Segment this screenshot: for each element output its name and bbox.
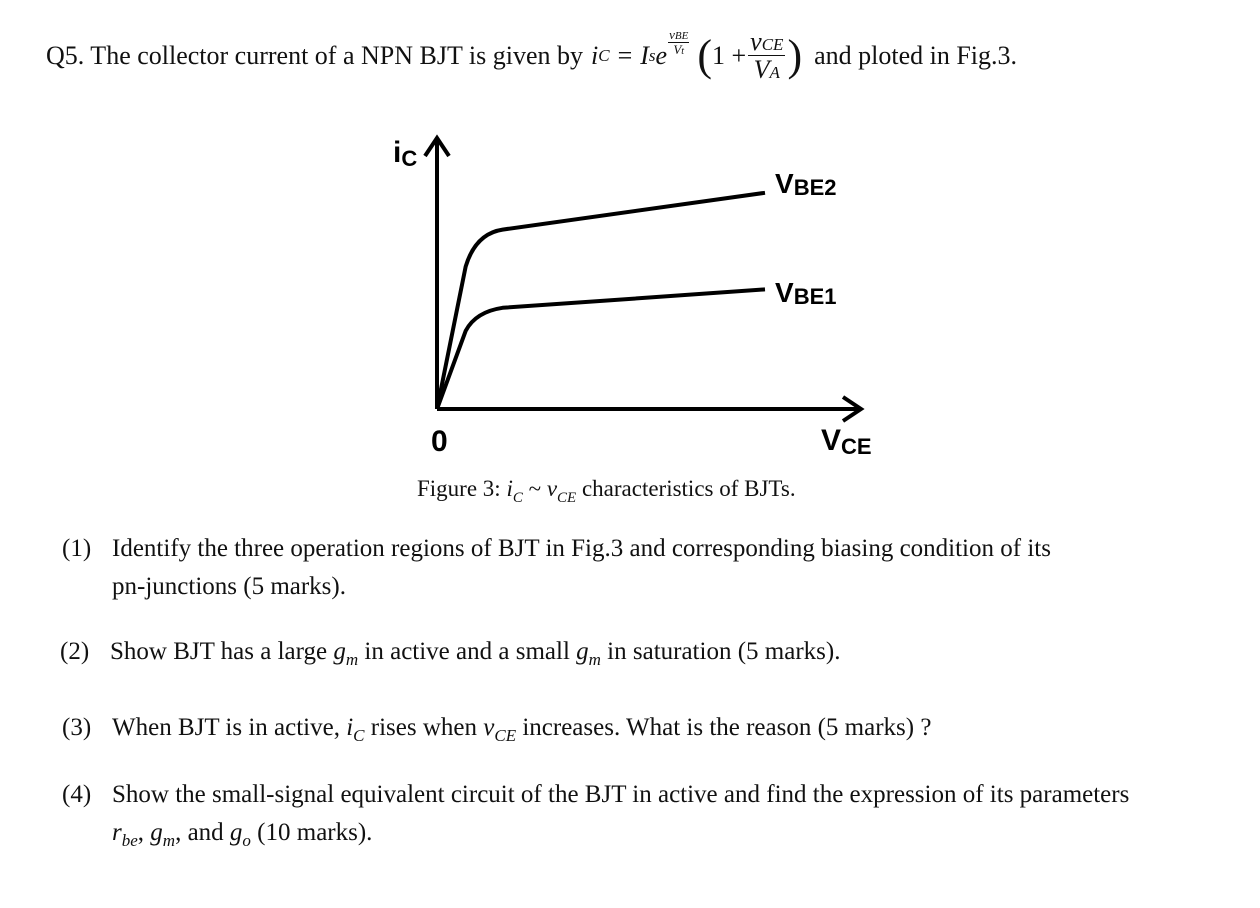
- frac-num-sub: CE: [761, 35, 784, 54]
- is-symbol: I: [640, 41, 649, 71]
- item-text-line2: $r_{be}$, $g_m$, and $g_o$ (10 marks).: [112, 819, 373, 850]
- item-text-line1: Show the small-signal equivalent circuit of the BJT in active and find the expression of its parameters: [112, 781, 1130, 808]
- item-text: Show BJT has a large $g_m$ in active and a small $g_m$ in saturation (5 marks).: [110, 638, 841, 669]
- exp-num-sub: BE: [674, 29, 689, 42]
- item-text-line2: pn-junctions (5 marks).: [112, 573, 346, 600]
- question-item-2: [62, 633, 1212, 673]
- origin-label: 0: [431, 425, 448, 458]
- is-sub: s: [648, 46, 656, 66]
- curve-vbe1: [437, 289, 765, 409]
- curve-label-vbe2: VBE2: [775, 168, 837, 200]
- caption-vce: v: [546, 476, 558, 501]
- question-prefix: Q5. The collector current of a NPN BJT is given by: [46, 41, 583, 71]
- caption-tilde: ~: [528, 476, 542, 501]
- exp-num: v: [669, 26, 675, 42]
- ic-symbol: i: [591, 41, 599, 71]
- question-item-4: [62, 776, 1232, 856]
- caption-prefix: Figure 3:: [417, 476, 501, 501]
- equals-sign: =: [617, 41, 633, 71]
- frac-den-sub: A: [769, 63, 780, 83]
- ic-sub: C: [598, 46, 610, 66]
- y-axis-label: iC: [393, 136, 418, 171]
- item-text: When BJT is in active, $i_C$ rises when $v_{CE}$ increases. What is the reason (5 marks) ?: [112, 714, 932, 745]
- item-number: (3): [62, 714, 92, 741]
- caption-suffix: characteristics of BJTs.: [581, 476, 796, 501]
- question-header: Q5. The collector current of a NPN BJT is given by i C = I s e $\frac{\text{vBE}}{Vt}$ ( 1 + $\frac{\text{vCE}}{VA}$ ) and ploted in Fig.3.: [46, 26, 1018, 85]
- figure-caption: [417, 476, 796, 507]
- exp-den: V: [673, 41, 682, 57]
- frac-num: v: [750, 27, 762, 56]
- item-text-line1: Identify the three operation regions of BJT in Fig.3 and corresponding biasing condition of its: [112, 535, 1051, 562]
- question-suffix: and ploted in Fig.3.: [814, 41, 1018, 71]
- item-number: (1): [62, 535, 92, 562]
- x-axis-label: VCE: [821, 424, 872, 459]
- question-item-1: [62, 530, 1232, 610]
- frac-den: V: [753, 55, 770, 85]
- one-plus: 1 +: [711, 41, 747, 71]
- caption-ic: i: [506, 476, 513, 501]
- caption-vce-sub: CE: [557, 490, 577, 506]
- item-number: (4): [62, 781, 92, 808]
- e-symbol: e: [655, 41, 668, 71]
- item-number: (2): [60, 638, 90, 665]
- caption-ic-sub: C: [512, 490, 523, 506]
- exp-den-sub: t: [681, 45, 685, 57]
- question-item-3: [62, 709, 1212, 749]
- curve-label-vbe1: VBE1: [775, 277, 837, 309]
